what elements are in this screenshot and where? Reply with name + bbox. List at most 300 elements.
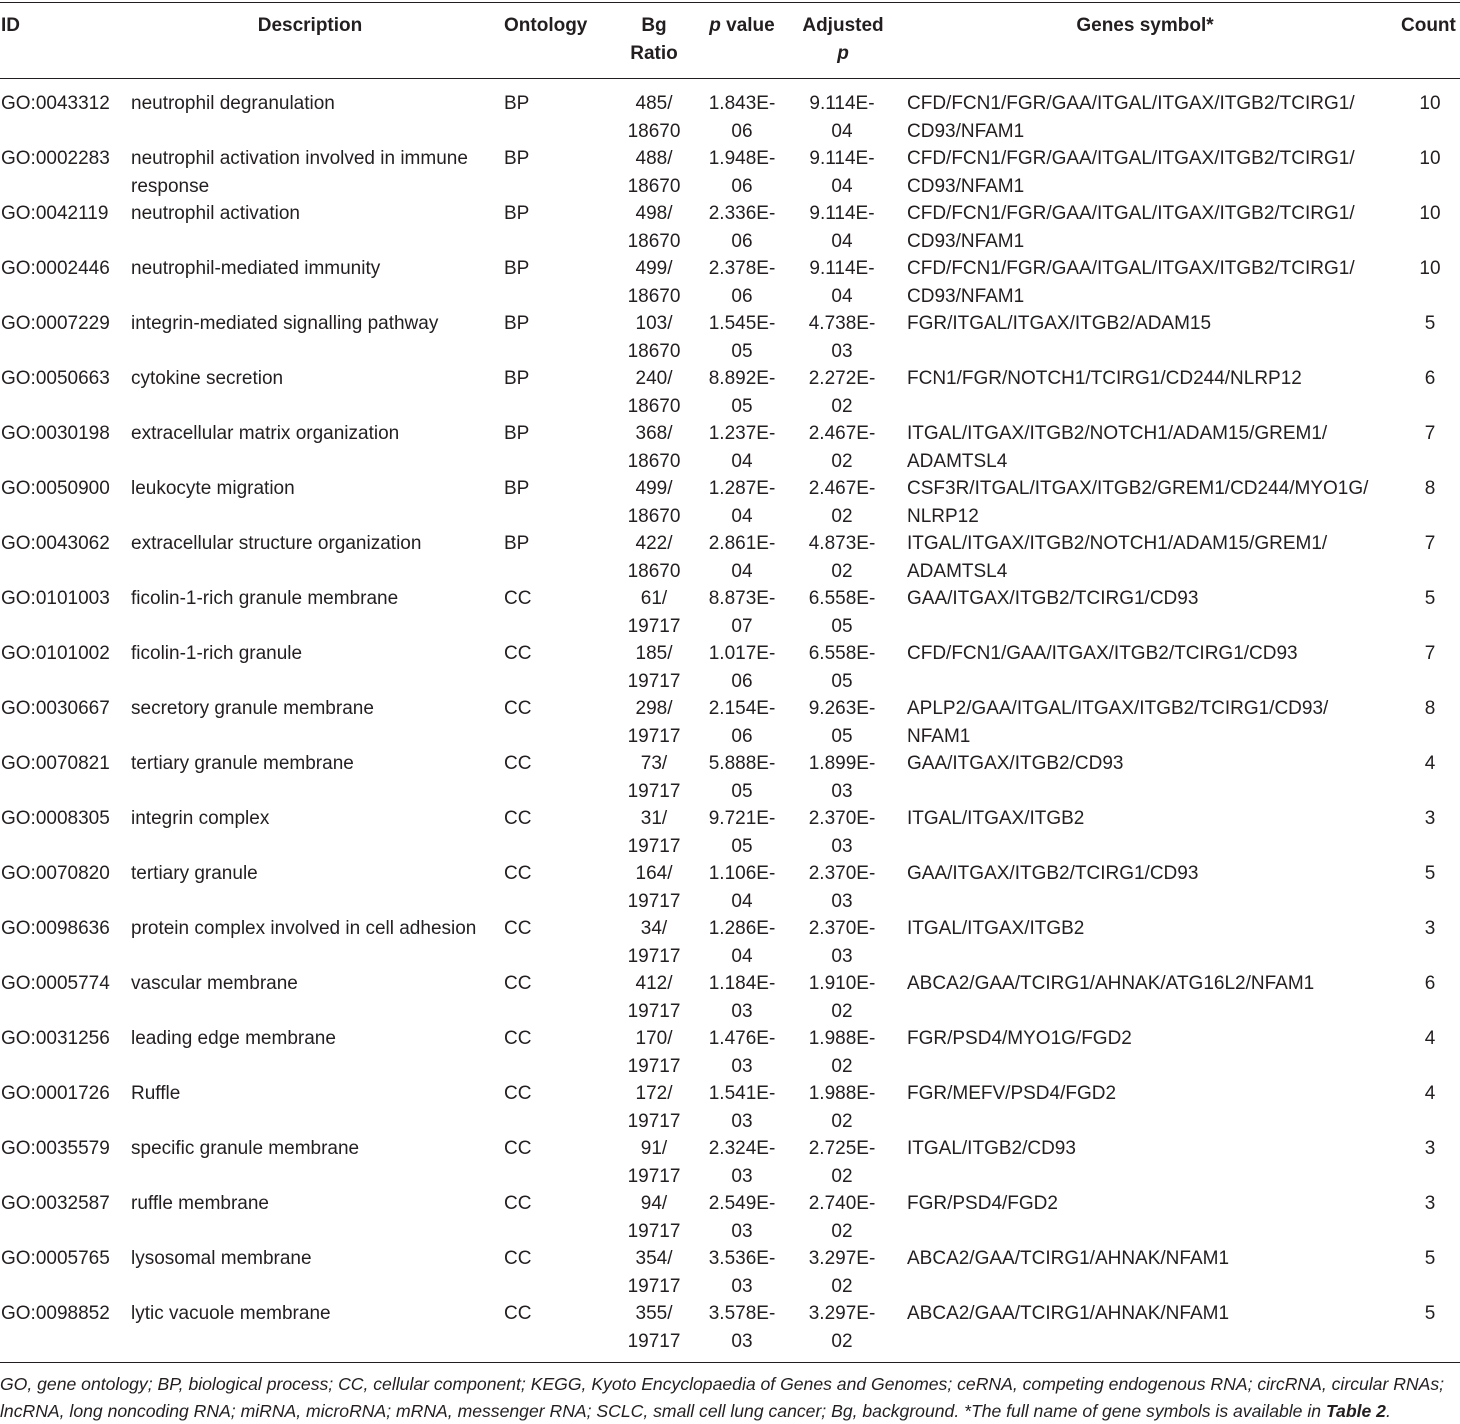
cell-genes-symbol <box>907 1135 1387 1163</box>
cell-genes-line1: CFD/FCN1/FGR/GAA/ITGAL/ITGAX/ITGB2/TCIRG1/ <box>907 258 1355 279</box>
cell-ontology: BP <box>504 478 530 499</box>
cell-adjusted-p <box>802 90 882 145</box>
cell-genes-line1: FGR/PSD4/MYO1G/FGD2 <box>907 1028 1132 1049</box>
table-footnote <box>0 1371 1460 1424</box>
cell-bg-ratio-line2: 18670 <box>627 505 681 527</box>
cell-ontology: CC <box>504 918 532 939</box>
cell-p-value-line2: 07 <box>731 615 753 637</box>
cell-id: GO:0101003 <box>1 588 110 609</box>
cell-genes-symbol <box>907 530 1387 585</box>
cell-bg-ratio-line2: 19717 <box>627 835 681 857</box>
cell-p-value <box>702 310 782 365</box>
header-description: Description <box>257 15 363 36</box>
cell-adjusted-p <box>802 915 882 970</box>
table-row <box>0 1135 1460 1190</box>
cell-adjusted-p-line2: 04 <box>831 175 853 197</box>
cell-bg-ratio-line2: 18670 <box>627 395 681 417</box>
table-row <box>0 640 1460 695</box>
cell-genes-symbol <box>907 90 1387 145</box>
cell-adjusted-p-line1: 1.988E- <box>808 1083 876 1104</box>
cell-ontology: CC <box>504 643 532 664</box>
cell-p-value <box>702 1080 782 1135</box>
cell-bg-ratio-line1: 488/ <box>635 148 673 169</box>
cell-ontology: CC <box>504 973 532 994</box>
cell-bg-ratio-line2: 19717 <box>627 945 681 967</box>
cell-adjusted-p <box>802 585 882 640</box>
cell-bg-ratio-line1: 94/ <box>640 1193 668 1214</box>
cell-bg-ratio <box>614 585 694 640</box>
cell-genes-line1: ABCA2/GAA/TCIRG1/AHNAK/NFAM1 <box>907 1248 1230 1269</box>
cell-bg-ratio-line1: 103/ <box>635 313 673 334</box>
cell-ontology: BP <box>504 258 530 279</box>
cell-p-value-line2: 06 <box>731 670 753 692</box>
cell-bg-ratio-line1: 240/ <box>635 368 673 389</box>
cell-bg-ratio <box>614 365 694 420</box>
cell-genes-symbol <box>907 640 1387 668</box>
header-bg-ratio-line1: Bg <box>641 15 667 36</box>
cell-bg-ratio <box>614 860 694 915</box>
cell-adjusted-p-line1: 2.370E- <box>808 863 876 884</box>
cell-bg-ratio-line2: 18670 <box>627 450 681 472</box>
cell-id: GO:0005765 <box>1 1248 110 1269</box>
table-row <box>0 145 1460 200</box>
header-adjusted-p-italic: p <box>837 42 849 64</box>
cell-p-value-line1: 2.154E- <box>708 698 776 719</box>
cell-id: GO:0030667 <box>1 698 110 719</box>
cell-adjusted-p-line2: 02 <box>831 1165 853 1187</box>
cell-bg-ratio-line2: 18670 <box>627 230 681 252</box>
cell-p-value-line2: 03 <box>731 1330 753 1352</box>
cell-adjusted-p-line2: 02 <box>831 1275 853 1297</box>
cell-adjusted-p-line1: 2.272E- <box>808 368 876 389</box>
cell-adjusted-p <box>802 1025 882 1080</box>
cell-description: lytic vacuole membrane <box>131 1303 331 1324</box>
header-bg-ratio <box>614 12 694 67</box>
cell-bg-ratio-line1: 499/ <box>635 258 673 279</box>
table-row <box>0 805 1460 860</box>
cell-bg-ratio-line1: 73/ <box>640 753 668 774</box>
cell-count: 10 <box>1419 148 1441 169</box>
cell-p-value-line2: 05 <box>731 395 753 417</box>
cell-adjusted-p-line2: 02 <box>831 560 853 582</box>
footnote-table-ref: Table 2 <box>1325 1400 1386 1421</box>
cell-id: GO:0050900 <box>1 478 110 499</box>
cell-bg-ratio-line1: 164/ <box>635 863 673 884</box>
cell-bg-ratio <box>614 475 694 530</box>
table-row <box>0 420 1460 475</box>
cell-p-value-line2: 03 <box>731 1275 753 1297</box>
cell-genes-symbol <box>907 310 1387 338</box>
cell-p-value-line2: 04 <box>731 450 753 472</box>
cell-bg-ratio-line2: 19717 <box>627 670 681 692</box>
cell-bg-ratio-line2: 18670 <box>627 560 681 582</box>
cell-p-value-line1: 3.536E- <box>708 1248 776 1269</box>
cell-genes-line2: CD93/NFAM1 <box>907 285 1025 307</box>
cell-id: GO:0101002 <box>1 643 110 664</box>
cell-genes-symbol <box>907 585 1387 613</box>
cell-adjusted-p-line2: 02 <box>831 1000 853 1022</box>
cell-ontology: BP <box>504 203 530 224</box>
cell-id: GO:0042119 <box>1 203 109 224</box>
header-adjusted-p <box>793 12 893 67</box>
cell-adjusted-p <box>802 200 882 255</box>
cell-count: 10 <box>1419 203 1441 224</box>
cell-bg-ratio-line2: 19717 <box>627 1275 681 1297</box>
cell-adjusted-p <box>802 365 882 420</box>
cell-count: 10 <box>1419 93 1441 114</box>
cell-id: GO:0043062 <box>1 533 110 554</box>
cell-bg-ratio <box>614 915 694 970</box>
cell-p-value <box>702 585 782 640</box>
cell-p-value-line1: 3.578E- <box>708 1303 776 1324</box>
cell-p-value <box>702 90 782 145</box>
table-row <box>0 310 1460 365</box>
cell-p-value-line1: 2.549E- <box>708 1193 776 1214</box>
cell-adjusted-p-line1: 2.370E- <box>808 918 876 939</box>
cell-genes-line1: ITGAL/ITGAX/ITGB2/NOTCH1/ADAM15/GREM1/ <box>907 533 1328 554</box>
table-row <box>0 970 1460 1025</box>
cell-id: GO:0050663 <box>1 368 110 389</box>
header-adjusted-line1: Adjusted <box>802 15 884 36</box>
cell-count: 10 <box>1419 258 1441 279</box>
cell-bg-ratio-line1: 170/ <box>635 1028 673 1049</box>
cell-p-value-line1: 5.888E- <box>708 753 776 774</box>
cell-adjusted-p <box>802 1245 882 1300</box>
cell-ontology: CC <box>504 1193 532 1214</box>
cell-adjusted-p <box>802 145 882 200</box>
cell-id: GO:0098636 <box>1 918 110 939</box>
cell-ontology: BP <box>504 148 530 169</box>
cell-p-value-line2: 06 <box>731 120 753 142</box>
cell-bg-ratio <box>614 1300 694 1355</box>
cell-count: 5 <box>1424 313 1436 334</box>
table-row <box>0 475 1460 530</box>
cell-adjusted-p-line1: 4.738E- <box>808 313 876 334</box>
cell-genes-line2: CD93/NFAM1 <box>907 120 1025 142</box>
cell-count: 5 <box>1424 1303 1436 1324</box>
cell-bg-ratio-line2: 18670 <box>627 120 681 142</box>
cell-adjusted-p-line2: 03 <box>831 945 853 967</box>
table-row <box>0 200 1460 255</box>
cell-adjusted-p <box>802 640 882 695</box>
cell-p-value-line2: 04 <box>731 890 753 912</box>
cell-bg-ratio <box>614 640 694 695</box>
cell-description: neutrophil activation <box>131 203 300 224</box>
cell-ontology: CC <box>504 1303 532 1324</box>
cell-p-value-line1: 1.541E- <box>708 1083 776 1104</box>
top-rule <box>0 2 1460 3</box>
cell-bg-ratio-line1: 354/ <box>635 1248 673 1269</box>
cell-p-value-line2: 03 <box>731 1110 753 1132</box>
cell-adjusted-p-line1: 1.910E- <box>808 973 876 994</box>
cell-description: vascular membrane <box>131 973 298 994</box>
cell-id: GO:0070821 <box>1 753 110 774</box>
cell-p-value-line2: 03 <box>731 1000 753 1022</box>
cell-bg-ratio <box>614 1245 694 1300</box>
header-ontology: Ontology <box>504 15 588 36</box>
table-row <box>0 1245 1460 1300</box>
cell-id: GO:0070820 <box>1 863 110 884</box>
cell-genes-symbol <box>907 1190 1387 1218</box>
cell-count: 3 <box>1424 808 1436 829</box>
table-row <box>0 750 1460 805</box>
cell-bg-ratio <box>614 1190 694 1245</box>
cell-adjusted-p <box>802 1190 882 1245</box>
cell-p-value-line2: 06 <box>731 285 753 307</box>
cell-bg-ratio <box>614 1025 694 1080</box>
table-row <box>0 585 1460 640</box>
cell-ontology: CC <box>504 808 532 829</box>
cell-p-value-line1: 1.948E- <box>708 148 776 169</box>
cell-description: extracellular structure organization <box>131 533 422 554</box>
cell-p-value-line1: 8.873E- <box>708 588 776 609</box>
cell-genes-line1: ITGAL/ITGAX/ITGB2/NOTCH1/ADAM15/GREM1/ <box>907 423 1328 444</box>
cell-bg-ratio <box>614 420 694 475</box>
cell-description: secretory granule membrane <box>131 698 374 719</box>
cell-bg-ratio-line2: 19717 <box>627 725 681 747</box>
cell-genes-line1: CSF3R/ITGAL/ITGAX/ITGB2/GREM1/CD244/MYO1G/ <box>907 478 1369 499</box>
cell-description: cytokine secretion <box>131 368 284 389</box>
header-count: Count <box>1401 15 1456 36</box>
cell-p-value <box>702 860 782 915</box>
cell-adjusted-p-line2: 04 <box>831 285 853 307</box>
cell-ontology: BP <box>504 93 530 114</box>
cell-bg-ratio-line1: 485/ <box>635 93 673 114</box>
cell-p-value <box>702 365 782 420</box>
cell-count: 8 <box>1424 698 1436 719</box>
cell-genes-line1: GAA/ITGAX/ITGB2/TCIRG1/CD93 <box>907 863 1199 884</box>
cell-bg-ratio-line2: 19717 <box>627 780 681 802</box>
cell-adjusted-p-line1: 9.114E- <box>809 148 875 169</box>
cell-bg-ratio <box>614 695 694 750</box>
cell-bg-ratio <box>614 805 694 860</box>
table-row <box>0 90 1460 145</box>
cell-bg-ratio-line2: 18670 <box>627 175 681 197</box>
cell-genes-line1: ITGAL/ITGAX/ITGB2 <box>907 808 1085 829</box>
cell-p-value-line1: 2.324E- <box>708 1138 776 1159</box>
cell-ontology: BP <box>504 423 530 444</box>
cell-p-value-line2: 06 <box>731 725 753 747</box>
table-row <box>0 1190 1460 1245</box>
cell-bg-ratio-line1: 412/ <box>635 973 673 994</box>
cell-p-value-line1: 1.545E- <box>708 313 776 334</box>
cell-bg-ratio-line2: 19717 <box>627 1165 681 1187</box>
cell-genes-symbol <box>907 750 1387 778</box>
table-row <box>0 1025 1460 1080</box>
cell-description: protein complex involved in cell adhesion <box>131 918 477 939</box>
cell-genes-symbol <box>907 970 1387 998</box>
cell-adjusted-p-line1: 6.558E- <box>808 588 876 609</box>
cell-genes-line2: ADAMTSL4 <box>907 560 1008 582</box>
cell-adjusted-p-line2: 02 <box>831 505 853 527</box>
cell-adjusted-p <box>802 750 882 805</box>
cell-adjusted-p-line1: 9.263E- <box>808 698 876 719</box>
cell-genes-line2: CD93/NFAM1 <box>907 230 1025 252</box>
table-row <box>0 1300 1460 1355</box>
cell-p-value <box>702 1135 782 1190</box>
cell-ontology: CC <box>504 1083 532 1104</box>
cell-count: 7 <box>1424 643 1436 664</box>
cell-p-value <box>702 695 782 750</box>
cell-p-value-line2: 04 <box>731 945 753 967</box>
cell-p-value <box>702 255 782 310</box>
cell-p-value-line1: 1.287E- <box>708 478 776 499</box>
cell-count: 6 <box>1424 973 1436 994</box>
cell-p-value-line1: 9.721E- <box>708 808 776 829</box>
cell-adjusted-p <box>802 805 882 860</box>
cell-adjusted-p-line2: 04 <box>831 230 853 252</box>
cell-p-value <box>702 915 782 970</box>
cell-description: specific granule membrane <box>131 1138 360 1159</box>
table-row <box>0 1080 1460 1135</box>
cell-bg-ratio-line2: 19717 <box>627 615 681 637</box>
footnote-text: GO, gene ontology; BP, biological process; CC, cellular component; KEGG, Kyoto Encyclopaedia of Genes and Genomes; ceRNA, competing endogenous RNA; circRNA, circular RNAs; lncRNA, long noncoding RNA; miRNA, microRNA; mRNA, messenger RNA; SCLC, small cell lung cancer; Bg, background. *The full name of gene symbols is available in <box>0 1374 1445 1421</box>
cell-p-value-line2: 05 <box>731 780 753 802</box>
cell-p-value <box>702 1245 782 1300</box>
header-genes-symbol: Genes symbol* <box>1076 15 1214 36</box>
cell-count: 7 <box>1424 533 1436 554</box>
cell-adjusted-p-line1: 2.370E- <box>808 808 876 829</box>
cell-id: GO:0001726 <box>1 1083 110 1104</box>
cell-genes-line1: FGR/MEFV/PSD4/FGD2 <box>907 1083 1117 1104</box>
cell-p-value-line2: 06 <box>731 175 753 197</box>
cell-ontology: CC <box>504 1138 532 1159</box>
cell-genes-symbol <box>907 1080 1387 1108</box>
cell-id: GO:0007229 <box>1 313 110 334</box>
cell-adjusted-p <box>802 970 882 1025</box>
cell-adjusted-p-line2: 02 <box>831 1220 853 1242</box>
cell-adjusted-p-line2: 02 <box>831 1330 853 1352</box>
cell-p-value <box>702 420 782 475</box>
cell-ontology: BP <box>504 533 530 554</box>
cell-genes-symbol <box>907 365 1387 393</box>
cell-p-value-line1: 1.106E- <box>708 863 776 884</box>
cell-adjusted-p-line1: 9.114E- <box>809 203 875 224</box>
cell-description: neutrophil degranulation <box>131 93 335 114</box>
cell-adjusted-p-line2: 03 <box>831 340 853 362</box>
cell-ontology: CC <box>504 698 532 719</box>
cell-bg-ratio <box>614 310 694 365</box>
cell-genes-symbol <box>907 805 1387 833</box>
header-p-italic: p <box>709 15 721 36</box>
cell-adjusted-p-line1: 9.114E- <box>809 258 875 279</box>
cell-p-value <box>702 805 782 860</box>
cell-adjusted-p-line2: 05 <box>831 615 853 637</box>
cell-ontology: CC <box>504 753 532 774</box>
cell-id: GO:0002446 <box>1 258 110 279</box>
cell-bg-ratio <box>614 200 694 255</box>
cell-bg-ratio-line2: 18670 <box>627 285 681 307</box>
cell-id: GO:0008305 <box>1 808 110 829</box>
bottom-rule <box>0 1362 1460 1363</box>
cell-genes-symbol <box>907 475 1387 530</box>
cell-ontology: CC <box>504 588 532 609</box>
cell-count: 8 <box>1424 478 1436 499</box>
cell-adjusted-p-line2: 02 <box>831 450 853 472</box>
cell-p-value-line1: 8.892E- <box>708 368 776 389</box>
cell-genes-line1: FCN1/FGR/NOTCH1/TCIRG1/CD244/NLRP12 <box>907 368 1302 389</box>
cell-genes-line2: ADAMTSL4 <box>907 450 1008 472</box>
cell-description: ruffle membrane <box>131 1193 269 1214</box>
cell-adjusted-p <box>802 1300 882 1355</box>
cell-adjusted-p <box>802 310 882 365</box>
cell-id: GO:0030198 <box>1 423 110 444</box>
cell-bg-ratio-line1: 499/ <box>635 478 673 499</box>
cell-id: GO:0035579 <box>1 1138 110 1159</box>
cell-bg-ratio-line1: 422/ <box>635 533 673 554</box>
cell-genes-symbol <box>907 1025 1387 1053</box>
cell-adjusted-p-line1: 6.558E- <box>808 643 876 664</box>
cell-p-value-line1: 1.017E- <box>708 643 776 664</box>
cell-adjusted-p-line1: 2.467E- <box>808 478 876 499</box>
cell-bg-ratio <box>614 255 694 310</box>
cell-p-value-line2: 05 <box>731 340 753 362</box>
cell-p-value <box>702 1025 782 1080</box>
cell-bg-ratio <box>614 530 694 585</box>
cell-description: integrin complex <box>131 808 270 829</box>
cell-id: GO:0031256 <box>1 1028 110 1049</box>
cell-bg-ratio-line2: 19717 <box>627 1055 681 1077</box>
cell-p-value-line2: 03 <box>731 1220 753 1242</box>
cell-p-value-line2: 04 <box>731 560 753 582</box>
cell-bg-ratio-line1: 498/ <box>635 203 673 224</box>
cell-description: lysosomal membrane <box>131 1248 312 1269</box>
cell-description: extracellular matrix organization <box>131 423 400 444</box>
cell-ontology: CC <box>504 863 532 884</box>
table-row <box>0 915 1460 970</box>
cell-genes-line1: CFD/FCN1/FGR/GAA/ITGAL/ITGAX/ITGB2/TCIRG1/ <box>907 148 1355 169</box>
cell-genes-line1: ITGAL/ITGB2/CD93 <box>907 1138 1076 1159</box>
header-p-value <box>697 12 787 40</box>
cell-p-value <box>702 530 782 585</box>
cell-bg-ratio-line2: 19717 <box>627 1110 681 1132</box>
cell-genes-line1: ABCA2/GAA/TCIRG1/AHNAK/NFAM1 <box>907 1303 1230 1324</box>
cell-genes-line2: CD93/NFAM1 <box>907 175 1025 197</box>
cell-p-value-line1: 2.861E- <box>708 533 776 554</box>
cell-p-value <box>702 640 782 695</box>
cell-bg-ratio-line1: 298/ <box>635 698 673 719</box>
header-id: ID <box>1 15 20 36</box>
cell-genes-line1: GAA/ITGAX/ITGB2/CD93 <box>907 753 1124 774</box>
cell-p-value-line1: 1.476E- <box>708 1028 776 1049</box>
cell-adjusted-p <box>802 255 882 310</box>
cell-p-value <box>702 970 782 1025</box>
cell-genes-symbol <box>907 1300 1387 1328</box>
cell-bg-ratio <box>614 970 694 1025</box>
cell-adjusted-p <box>802 530 882 585</box>
cell-description: ficolin-1-rich granule membrane <box>131 588 399 609</box>
cell-p-value-line1: 1.286E- <box>708 918 776 939</box>
cell-description: leukocyte migration <box>131 478 295 499</box>
cell-genes-line1: APLP2/GAA/ITGAL/ITGAX/ITGB2/TCIRG1/CD93/ <box>907 698 1329 719</box>
cell-bg-ratio-line1: 61/ <box>640 588 668 609</box>
cell-p-value <box>702 1190 782 1245</box>
cell-ontology: CC <box>504 1028 532 1049</box>
cell-adjusted-p-line2: 02 <box>831 1055 853 1077</box>
cell-adjusted-p-line1: 1.899E- <box>808 753 876 774</box>
cell-genes-line1: CFD/FCN1/FGR/GAA/ITGAL/ITGAX/ITGB2/TCIRG1/ <box>907 203 1355 224</box>
cell-bg-ratio <box>614 1135 694 1190</box>
cell-adjusted-p-line1: 2.740E- <box>808 1193 876 1214</box>
cell-genes-line1: ITGAL/ITGAX/ITGB2 <box>907 918 1085 939</box>
cell-adjusted-p-line2: 03 <box>831 890 853 912</box>
cell-adjusted-p-line2: 02 <box>831 395 853 417</box>
cell-description: tertiary granule <box>131 863 258 884</box>
cell-count: 4 <box>1424 753 1436 774</box>
header-p-value-text: value <box>720 15 775 36</box>
cell-p-value <box>702 750 782 805</box>
cell-bg-ratio <box>614 1080 694 1135</box>
